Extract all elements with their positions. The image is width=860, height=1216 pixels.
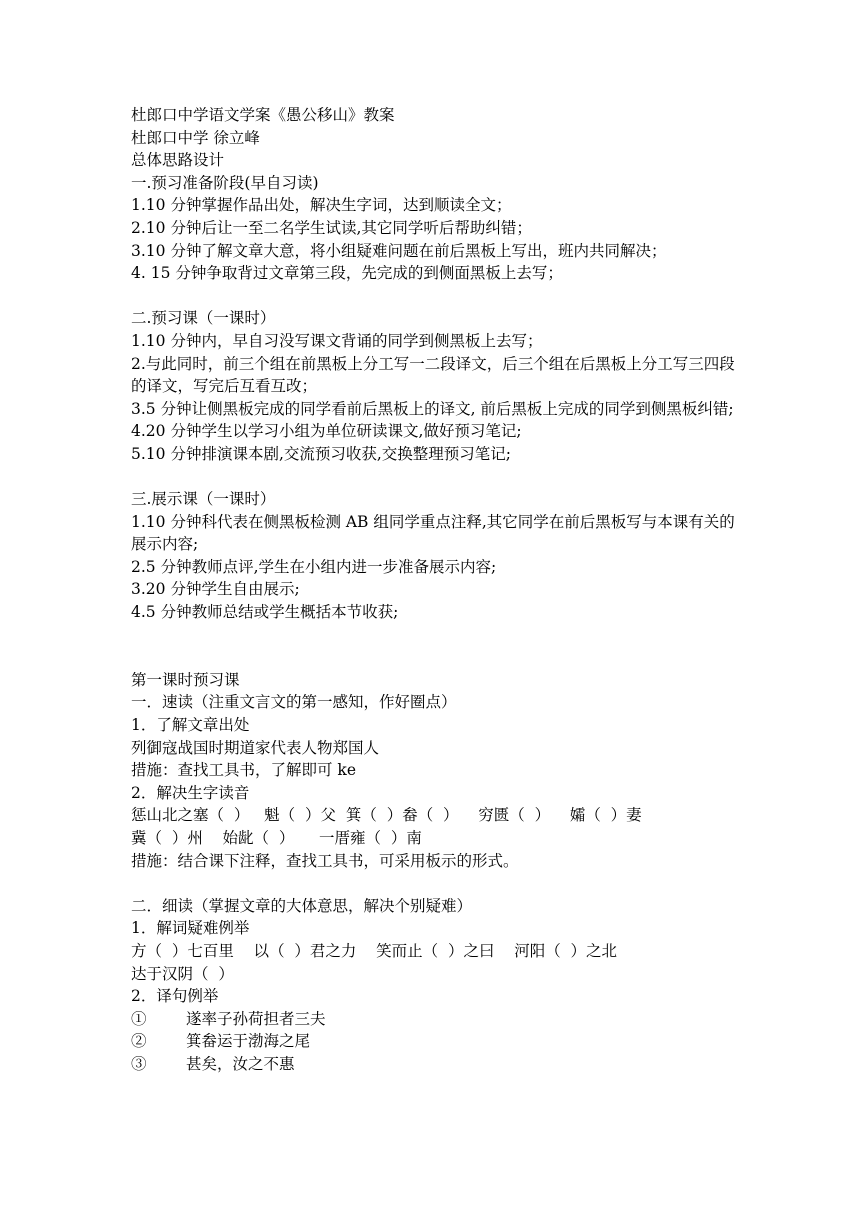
stage3-item: 2.5 分钟教师点评,学生在小组内进一步准备展示内容; <box>131 557 497 576</box>
sentence-number: ③ <box>131 1054 147 1073</box>
spacer <box>131 624 741 669</box>
part2-q1-heading: 1．解词疑难例举 <box>131 919 250 938</box>
spacer <box>131 872 741 895</box>
sentence-item <box>131 1030 741 1053</box>
spacer <box>131 466 741 489</box>
part1-q1-heading: 1．了解文章出处 <box>131 716 250 735</box>
stage2-heading: 二.预习课（一课时） <box>131 309 276 328</box>
part2-q2-heading: 2．译句例举 <box>131 987 219 1006</box>
sentence-text: 遂率子孙荷担者三夫 <box>185 1009 326 1028</box>
part1-heading: 一．速读（注重文言文的第一感知，作好圈点） <box>131 693 457 712</box>
part1-q1-answer: 列御寇战国时期道家代表人物郑国人 <box>131 738 380 757</box>
lesson1-heading: 第一课时预习课 <box>131 670 240 689</box>
document-body <box>131 104 741 1076</box>
stage1-item: 4. 15 分钟争取背过文章第三段，先完成的到侧面黑板上去写； <box>131 264 563 283</box>
sentence-number: ① <box>131 1009 147 1028</box>
part1-q1-method: 措施：查找工具书，了解即可 ke <box>131 761 356 780</box>
stage2-item: 2.与此同时，前三个组在前黑板上分工写一二段译文，后三个组在后黑板上分工写三四段的译文，写完后互看互改； <box>131 354 735 396</box>
sentence-text: 箕畚运于渤海之尾 <box>185 1032 310 1051</box>
sentence-item <box>131 1053 741 1076</box>
document-title: 杜郎口中学语文学案《愚公移山》教案 <box>131 106 395 124</box>
stage1-item: 3.10 分钟了解文章大意，将小组疑难问题在前后黑板上写出，班内共同解决； <box>131 241 667 260</box>
part2-q1-line: 方（ ）七百里 以（ ）君之力 笑而止（ ）之曰 河阳（ ）之北 <box>131 941 618 960</box>
part1-q2-heading: 2．解决生字读音 <box>131 783 250 802</box>
part1-q2-line: 冀（ ）州 始龀（ ） 一厝雍（ ）南 <box>131 829 422 847</box>
stage3-item: 1.10 分钟科代表在侧黑板检测 AB 组同学重点注释,其它同学在前后黑板写与本课有关的展示内容; <box>131 512 735 554</box>
stage1-item: 2.10 分钟后让一至二名学生试读,其它同学听后帮助纠错； <box>131 218 532 237</box>
overview-heading: 总体思路设计 <box>131 151 225 170</box>
sentence-number: ② <box>131 1032 147 1051</box>
spacer <box>131 285 741 308</box>
stage2-item: 3.5 分钟让侧黑板完成的同学看前后黑板上的译文, 前后黑板上完成的同学到侧黑板纠错; <box>131 399 734 418</box>
stage2-item: 1.10 分钟内，早自习没写课文背诵的同学到侧黑板上去写； <box>131 331 543 350</box>
part2-heading: 二．细读（掌握文章的大体意思，解决个别疑难） <box>131 896 473 915</box>
document-author: 杜郎口中学 徐立峰 <box>131 128 260 147</box>
stage3-item: 4.5 分钟教师总结或学生概括本节收获; <box>131 603 399 622</box>
stage2-item: 5.10 分钟排演课本剧,交流预习收获,交换整理预习笔记; <box>131 444 512 463</box>
sentence-item <box>131 1008 741 1031</box>
stage1-heading: 一.预习准备阶段(早自习读) <box>131 173 319 192</box>
part2-q1-line: 达于汉阴（ ） <box>131 964 234 983</box>
part1-q2-method: 措施：结合课下注释，查找工具书，可采用板示的形式。 <box>131 851 519 870</box>
part1-q2-line: 惩山北之塞（ ） 魁（ ）父 箕（ ）畚（ ） 穷匮（ ） 孀（ ）妻 <box>131 806 642 825</box>
stage1-item: 1.10 分钟掌握作品出处，解决生字词，达到顺读全文； <box>131 196 512 215</box>
sentence-text: 甚矣，汝之不惠 <box>185 1054 295 1073</box>
stage2-item: 4.20 分钟学生以学习小组为单位研读课文,做好预习笔记; <box>131 422 522 441</box>
stage3-item: 3.20 分钟学生自由展示; <box>131 580 300 599</box>
stage3-heading: 三.展示课（一课时） <box>131 490 276 509</box>
